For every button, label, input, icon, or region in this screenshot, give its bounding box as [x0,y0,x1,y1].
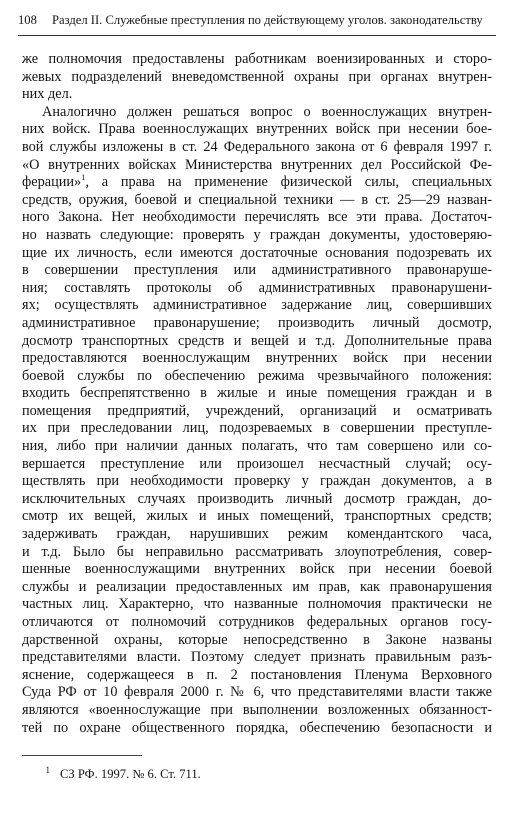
text-line: вершается преступление или произошел несчастный случай; осу- [22,455,492,472]
text-line: исключительных случаях производить личный досмотр граждан, до- [22,490,492,507]
text-line: смотр их вещей, жилых и иных помещений, транспортных средств; [22,508,492,525]
text-line-with-footnote [22,174,492,192]
text-line: них войск. Права военнослужащих внутренних войск при несении бое- [22,121,492,138]
header-rule [18,35,496,36]
footnote-rule [22,755,142,756]
paragraph-2 [22,104,492,737]
text-line: частных лиц. Характерно, что названные полномочия практически не [22,596,492,613]
running-header [18,12,496,29]
text-line: них дел. [22,86,73,103]
paragraph-1 [22,51,492,104]
text-line: средств, оружия, боевой и специальной техники — в ст. 25—29 назван- [22,191,492,208]
running-title: Раздел II. Служебные преступления по действующему уголов. законодательству [52,13,483,27]
text-line: помещения предприятий, учреждений, организаций и осматривать [22,402,492,419]
text-line: и т.д. Было бы неправильно рассматривать злоупотребления, совер- [22,543,492,560]
text-line: тей по охране общественного порядка, обеспечению безопасности и [22,719,492,736]
text-fragment: , а права на применение физической силы, специальных [85,174,492,191]
text-fragment: ферации» [22,174,82,191]
text-line: предоставляются военнослужащим внутренних войск при несении [22,350,492,367]
text-line: яснение, содержащееся в п. 2 постановления Пленума Верховного [22,666,492,683]
text-line: входить беспрепятственно в жилые и иные помещения граждан и в [22,385,492,402]
text-line: Суда РФ от 10 февраля 2000 г. № 6, что представителями власти также [22,684,492,701]
text-line: отличаются от полномочий сотрудников федеральных органов госу- [22,614,492,630]
footnote-mark: 1 [45,765,50,775]
footnote-text: СЗ РФ. 1997. № 6. Ст. 711. [60,767,201,781]
text-line: Аналогично должен решаться вопрос о военнослужащих внутрен- [42,103,492,120]
footnote-reference: 1 [81,174,86,183]
text-line: ния, либо при наличии данных полагать, что там совершено или со- [22,438,492,455]
text-line: досмотр транспортных средств и вещей и т.д. Дополнительные права [22,332,492,349]
text-line: задерживать граждан, нарушивших режим комендантского часа, [22,526,492,543]
text-line: ществлять при необходимости проверку у граждан документов, а в [22,473,492,490]
text-line: дарственной охраны, которые непосредственно в Законе названы [22,631,492,648]
text-line: боевой службы по обеспечению режима чрезвычайного положения: [22,367,492,384]
text-line: но назвать следующие: проверять у граждан документы, удостоверяю- [22,226,492,243]
text-line: являются «военнослужащие при выполнении возложенных обязанност- [22,701,492,718]
text-line: «О внутренних войсках Министерства внутренних дел Российской Фе- [22,156,492,173]
text-line: жевых подразделений вневедомственной охраны при органах внутрен- [22,68,492,85]
page-number: 108 [18,13,37,27]
text-line: административное правонарушение; производить личный досмотр, [22,314,492,331]
text-line: службы и реализации предоставленных им прав, как правонарушения [22,578,492,595]
footnote [22,762,492,782]
text-line: в совершении преступления или административного правонаруше- [22,262,492,279]
text-line: щие их личность, если имеются достаточные основания подозревать их [22,244,492,261]
body-text [22,51,492,737]
text-line: вой службы изложены в ст. 24 Федерального закона от 6 февраля 1997 г. [22,138,492,155]
text-line: шенные военнослужащими внутренних войск при несении боевой [22,561,492,578]
text-line: ях; осуществлять административное задержание лиц, совершивших [22,297,492,314]
text-line: ния; составлять протоколы об административных правонарушени- [22,279,492,296]
text-line: же полномочия предоставлены работникам военизированных и сторо- [22,51,492,67]
text-line: ного Закона. Нет необходимости перечислять все эти права. Достаточ- [22,209,492,226]
text-line: представителями власти. Поэтому следует признать правильным разъ- [22,649,492,666]
text-line: их при преследовании лиц, подозреваемых в совершении преступле- [22,420,492,437]
